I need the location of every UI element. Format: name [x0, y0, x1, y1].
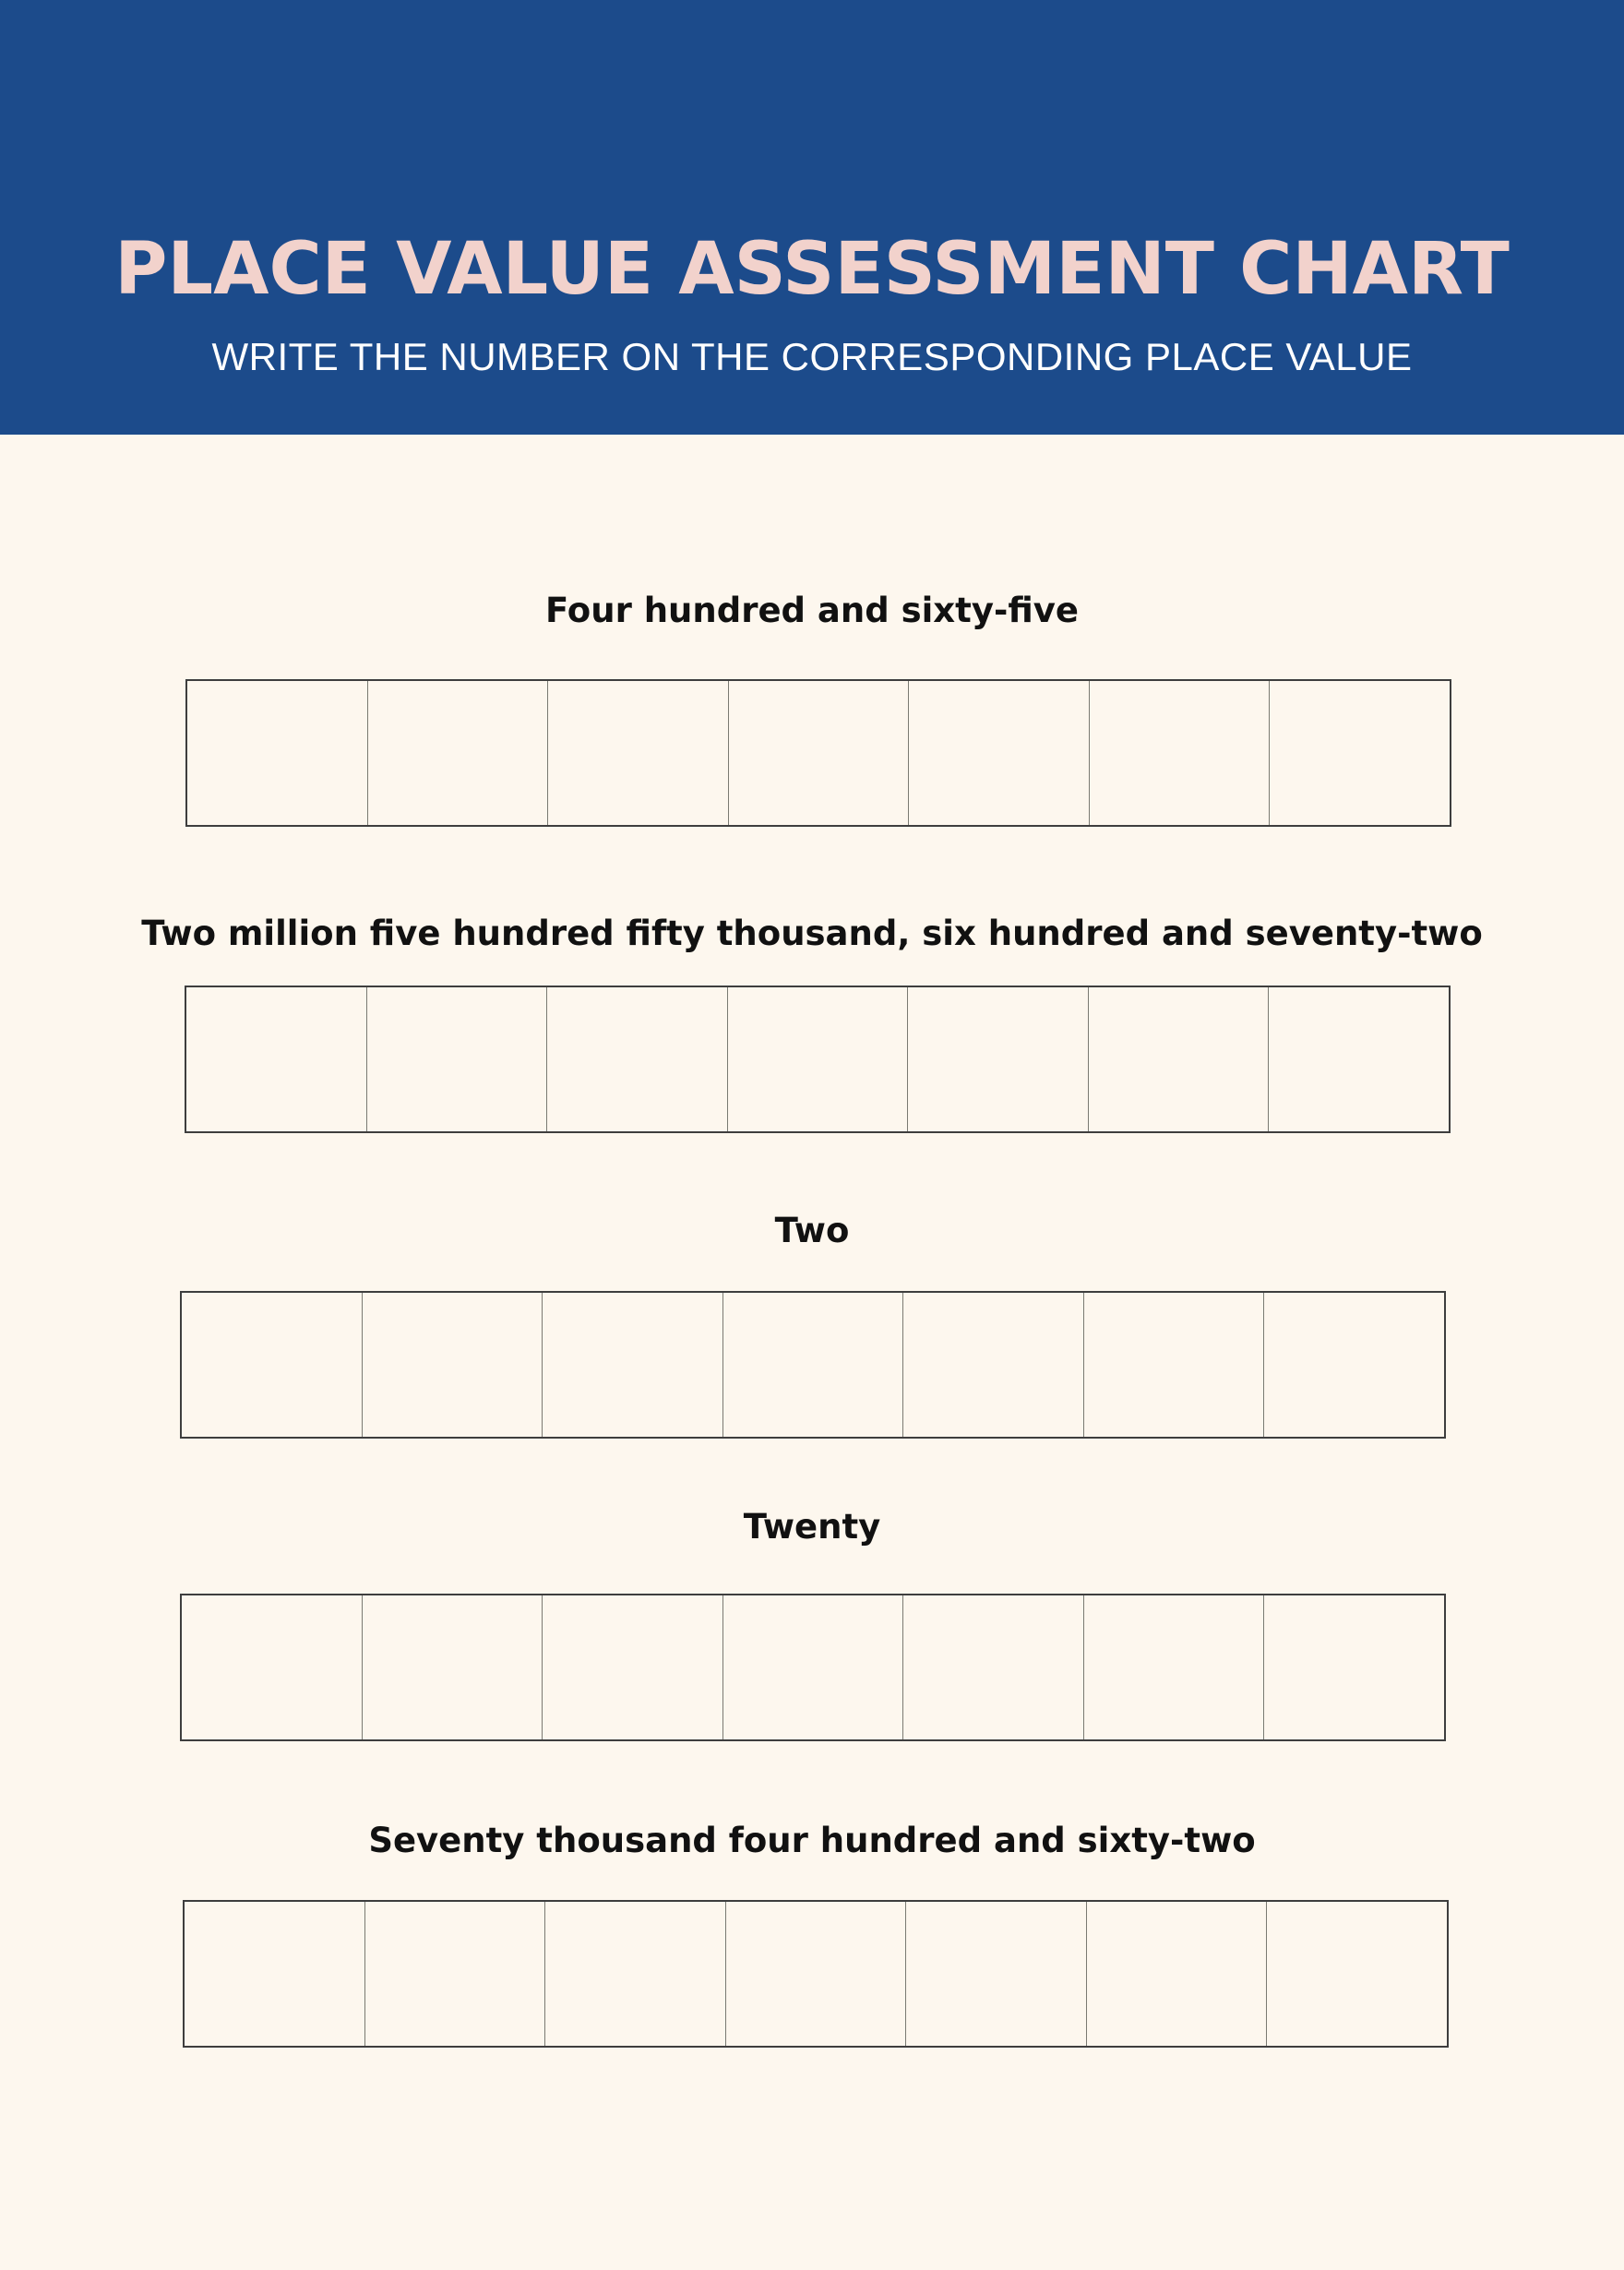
- answer-box[interactable]: [547, 987, 728, 1131]
- page-subtitle: WRITE THE NUMBER ON THE CORRESPONDING PLACE VALUE: [211, 335, 1413, 378]
- answer-box[interactable]: [543, 1595, 723, 1739]
- answer-box[interactable]: [186, 987, 367, 1131]
- answer-box[interactable]: [182, 1595, 363, 1739]
- answer-boxes-3: [180, 1291, 1446, 1439]
- answer-box[interactable]: [1084, 1595, 1265, 1739]
- question-prompt-1: Four hundred and sixty-five: [545, 591, 1079, 630]
- question-prompt-5: Seventy thousand four hundred and sixty-two: [368, 1821, 1256, 1860]
- answer-box[interactable]: [729, 681, 910, 825]
- answer-boxes-2: [185, 986, 1451, 1133]
- answer-boxes-4: [180, 1594, 1446, 1741]
- answer-box[interactable]: [1270, 681, 1450, 825]
- answer-box[interactable]: [363, 1293, 543, 1437]
- answer-box[interactable]: [1089, 987, 1270, 1131]
- answer-box[interactable]: [903, 1293, 1084, 1437]
- answer-box[interactable]: [1087, 1902, 1268, 2046]
- question-prompt-3: Two: [774, 1211, 850, 1250]
- answer-boxes-5: [183, 1900, 1449, 2048]
- answer-box[interactable]: [1264, 1595, 1444, 1739]
- answer-box[interactable]: [1269, 987, 1449, 1131]
- answer-box[interactable]: [906, 1902, 1087, 2046]
- answer-box[interactable]: [187, 681, 368, 825]
- answer-box[interactable]: [543, 1293, 723, 1437]
- answer-box[interactable]: [728, 987, 909, 1131]
- answer-box[interactable]: [908, 987, 1089, 1131]
- answer-box[interactable]: [1084, 1293, 1265, 1437]
- answer-box[interactable]: [182, 1293, 363, 1437]
- answer-box[interactable]: [723, 1293, 904, 1437]
- answer-boxes-1: [185, 679, 1451, 827]
- question-prompt-4: Twenty: [743, 1507, 881, 1547]
- answer-box[interactable]: [903, 1595, 1084, 1739]
- answer-box[interactable]: [185, 1902, 365, 2046]
- answer-box[interactable]: [545, 1902, 726, 2046]
- answer-box[interactable]: [363, 1595, 543, 1739]
- page-title: PLACE VALUE ASSESSMENT CHART: [114, 228, 1510, 311]
- answer-box[interactable]: [365, 1902, 546, 2046]
- question-prompt-2: Two million five hundred fifty thousand, six hundred and seventy-two: [141, 914, 1483, 953]
- answer-box[interactable]: [548, 681, 729, 825]
- answer-box[interactable]: [1090, 681, 1271, 825]
- answer-box[interactable]: [1267, 1902, 1447, 2046]
- answer-box[interactable]: [368, 681, 549, 825]
- answer-box[interactable]: [367, 987, 548, 1131]
- answer-box[interactable]: [1264, 1293, 1444, 1437]
- answer-box[interactable]: [726, 1902, 907, 2046]
- answer-box[interactable]: [909, 681, 1090, 825]
- answer-box[interactable]: [723, 1595, 904, 1739]
